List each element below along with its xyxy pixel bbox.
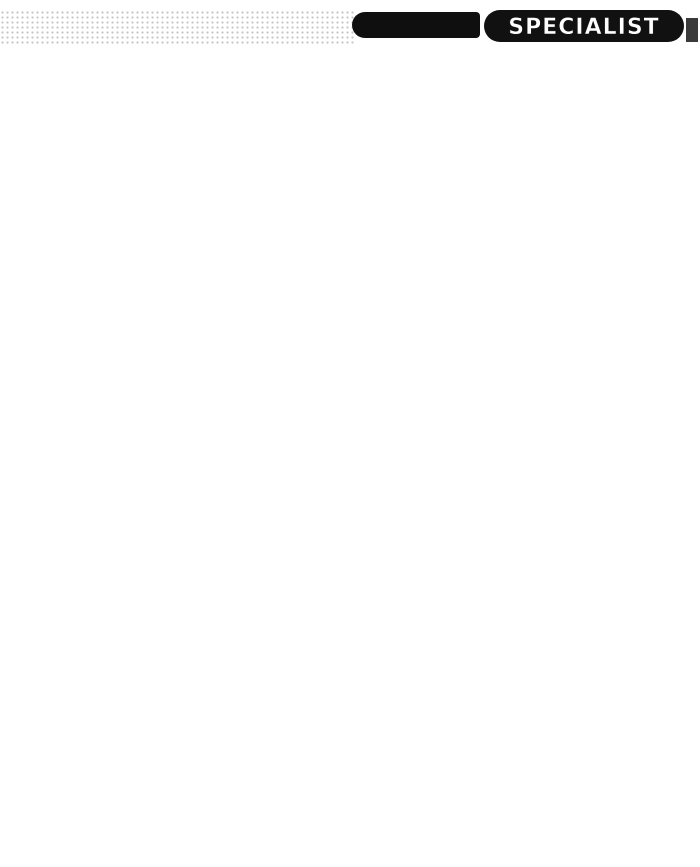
specialist-logo	[484, 8, 684, 44]
text-tier-top	[14, 60, 688, 330]
halftone-decoration	[0, 10, 355, 46]
series-label	[352, 12, 480, 38]
svg-text:SPECIALIST: SPECIALIST	[508, 15, 660, 40]
header-band	[0, 0, 700, 52]
text-tier-bottom	[14, 596, 688, 860]
edge-mark	[686, 18, 698, 42]
text-tier-middle	[14, 332, 688, 594]
